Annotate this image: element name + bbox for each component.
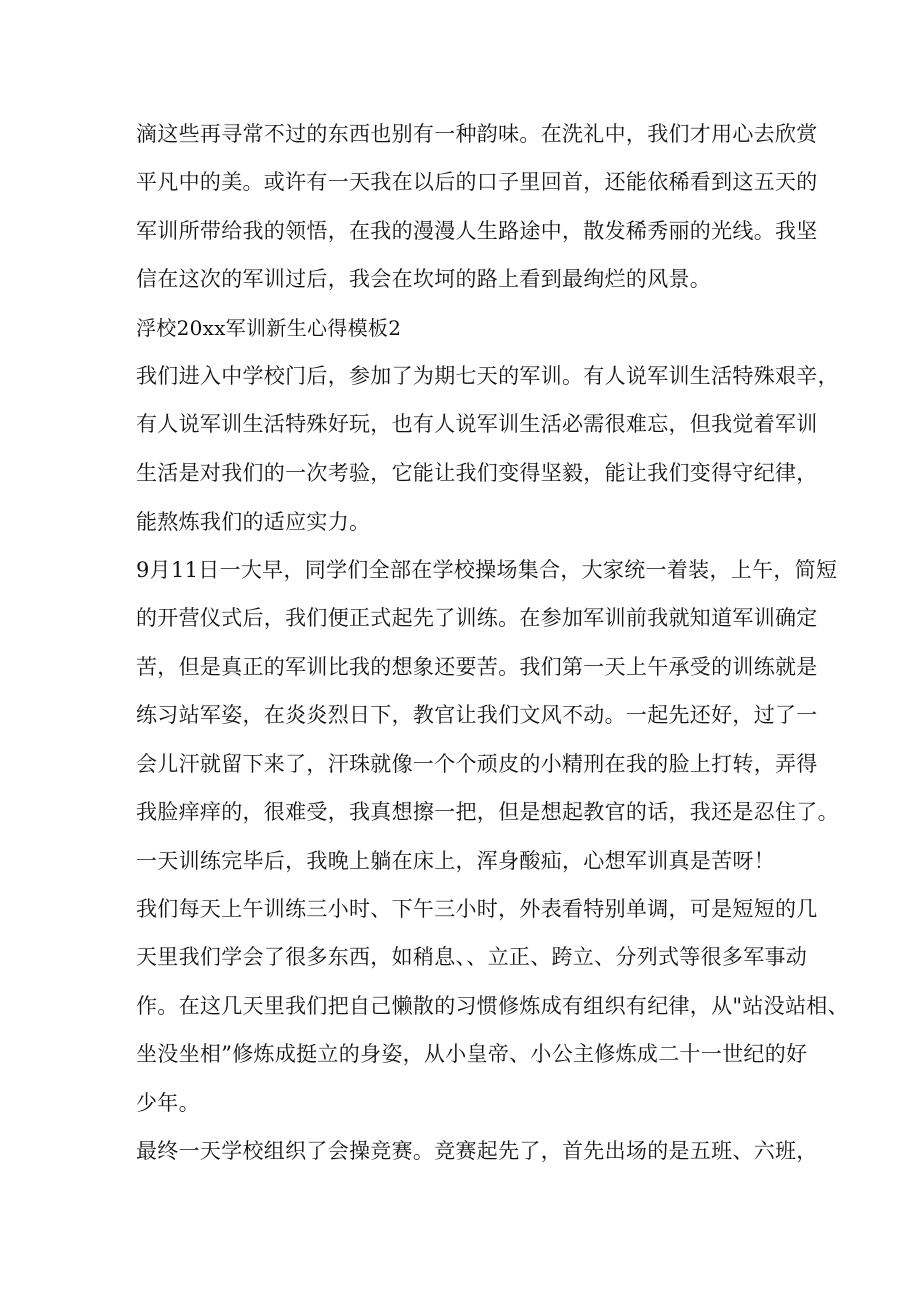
text-line: 军训所带给我的领悟，在我的漫漫人生路途中，散发稀秀丽的光线。我坚: [136, 219, 818, 243]
text-line: 我们进入中学校门后，参加了为期七天的军训。有人说军训生活特殊艰辛，: [136, 364, 839, 388]
text-line: 作。在这几天里我们把自己懒散的习惯修炼成有组织有纪律，从"站没站相、: [136, 994, 849, 1018]
text-line: 能熬炼我们的适应实力。: [136, 510, 371, 534]
text-line: 练习站军姿，在炎炎烈日下，教官让我们文风不动。一起先还好，过了一: [136, 703, 818, 727]
section-heading: 浮校20xx军训新生心得模板2: [136, 316, 402, 340]
text-line: 的开营仪式后，我们便正式起先了训练。在参加军训前我就知道军训确定: [136, 606, 818, 630]
text-line: 我脸痒痒的，很难受，我真想擦一把，但是想起教官的话，我还是忍住了。: [136, 800, 839, 824]
text-line: 坐没坐相”修炼成挺立的身姿，从小皇帝、小公主修炼成二十一世纪的好: [136, 1042, 808, 1066]
text-line: 平凡中的美。或许有一天我在以后的口子里回首，还能依稀看到这五天的: [136, 170, 818, 194]
text-line: 生活是对我们的一次考验，它能让我们变得坚毅，能让我们变得守纪律，: [136, 461, 818, 485]
text-line: 会儿汗就留下来了，汗珠就像一个个顽皮的小精刑在我的脸上打转，弄得: [136, 752, 818, 776]
text-line: 天里我们学会了很多东西，如稍息、、立正、跨立、分列式等很多军事动: [136, 945, 808, 969]
text-line: 有人说军训生活特殊好玩，也有人说军训生活必需很难忘，但我觉着军训: [136, 412, 818, 436]
text-line: 信在这次的军训过后，我会在坎坷的路上看到最绚烂的风景。: [136, 267, 712, 291]
text-line: 滴这些再寻常不过的东西也别有一种韵味。在洗礼中，我们才用心去欣赏: [136, 122, 818, 146]
text-line: 一天训练完毕后，我晚上躺在床上，浑身酸疝，心想军训真是苦呀！: [136, 849, 775, 873]
text-line: 苦，但是真正的军训比我的想象还要苦。我们第一天上午承受的训练就是: [136, 655, 818, 679]
text-line: 9月11日一大早，同学们全部在学校操场集合，大家统一着装，上午，简短: [136, 558, 838, 582]
text-line: 少年。: [136, 1091, 200, 1115]
text-line: 我们每天上午训练三小时、下午三小时，外表看特别单调，可是短短的几: [136, 897, 818, 921]
text-line: 最终一天学校组织了会操竞赛。竞赛起先了，首先出场的是五班、六班，: [136, 1139, 818, 1163]
